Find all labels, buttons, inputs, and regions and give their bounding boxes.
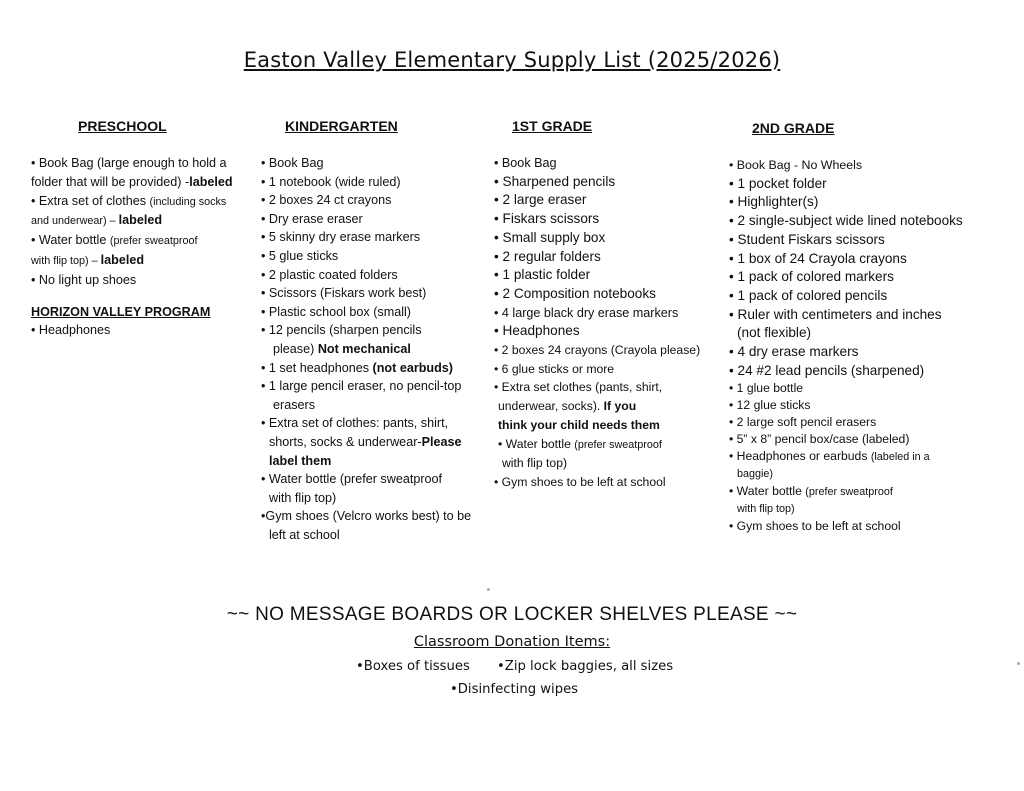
list-item: • 12 pencils (sharpen pencils (261, 323, 422, 338)
list-item: with flip top) (737, 503, 795, 516)
list-item: • Dry erase eraser (261, 211, 363, 226)
list-item: • 2 large soft pencil erasers (729, 415, 877, 430)
list-item: label them (269, 453, 332, 468)
first-grade-list (494, 154, 700, 492)
list-item: • 12 glue sticks (729, 398, 811, 413)
list-item: underwear, socks). If you (498, 399, 637, 414)
list-item: • Book Bag (261, 156, 324, 170)
list-item: • Gym shoes to be left at school (729, 519, 901, 534)
donation-item-wipes: •Disinfecting wipes (450, 682, 579, 697)
donation-item-baggies: •Zip lock baggies, all sizes (497, 659, 674, 674)
list-item: • Extra set of clothes: pants, shirt, (261, 416, 449, 431)
kindergarten-list (261, 154, 471, 544)
list-item: with flip top) – labeled (31, 252, 145, 267)
list-item: • Water bottle (prefer sweatproof (261, 472, 443, 487)
list-item: • Headphones or earbuds (labeled in a (729, 449, 930, 464)
list-item: • 1 set headphones (not earbuds) (261, 360, 454, 375)
list-item: • Book Bag (large enough to hold a (31, 156, 227, 170)
list-item: • 24 #2 lead pencils (sharpened) (729, 362, 925, 378)
list-item: • 5 glue sticks (261, 248, 339, 263)
list-item: • 1 notebook (wide ruled) (261, 174, 401, 189)
list-item: • Plastic school box (small) (261, 304, 411, 319)
horizon-valley-list (31, 323, 110, 337)
list-item: • 1 large pencil eraser, no pencil-top (261, 379, 462, 394)
list-item: • 2 plastic coated folders (261, 267, 398, 282)
list-item: please) Not mechanical (273, 341, 411, 356)
list-item: • No light up shoes (31, 272, 137, 287)
horizon-valley-program-heading: HORIZON VALLEY PROGRAM (31, 305, 211, 319)
second-grade-list (729, 156, 963, 535)
list-item: • Book Bag - No Wheels (729, 158, 863, 172)
list-item: • Sharpened pencils (494, 173, 616, 189)
list-item: with flip top) (269, 490, 337, 505)
kindergarten-heading: KINDERGARTEN (285, 118, 398, 134)
list-item: • 2 large eraser (494, 192, 587, 208)
donation-item-tissues: •Boxes of tissues (356, 659, 470, 674)
list-item: think your child needs them (498, 417, 660, 432)
list-item: • 2 regular folders (494, 248, 601, 264)
list-item: shorts, socks & underwear-Please (269, 434, 462, 449)
list-item: • Extra set of clothes (including socks (31, 193, 227, 208)
list-item: •Gym shoes (Velcro works best) to be (261, 509, 472, 524)
list-item: left at school (269, 527, 340, 542)
list-item: • 5 skinny dry erase markers (261, 230, 421, 245)
list-item: • Student Fiskars scissors (729, 231, 885, 247)
list-item: • Fiskars scissors (494, 211, 600, 227)
no-message-boards-banner: ~~ NO MESSAGE BOARDS OR LOCKER SHELVES PLEASE ~~ (226, 604, 798, 625)
list-item: • 1 pack of colored markers (729, 269, 894, 285)
scan-speck (487, 588, 490, 591)
list-item: • 1 pack of colored pencils (729, 287, 888, 303)
list-item: • Extra set clothes (pants, shirt, (494, 380, 663, 395)
list-item: • 1 box of 24 Crayola crayons (729, 250, 907, 266)
list-item: • Water bottle (prefer sweatproof (498, 436, 662, 451)
list-item: • 5” x 8” pencil box/case (labeled) (729, 432, 910, 447)
list-item: • Highlighter(s) (729, 194, 819, 210)
list-item: • Gym shoes to be left at school (494, 474, 666, 489)
list-item: • 6 glue sticks or more (494, 361, 615, 376)
first-grade-heading: 1ST GRADE (512, 118, 593, 134)
list-item: • 4 large black dry erase markers (494, 305, 679, 320)
list-item: • Headphones (31, 323, 111, 337)
donation-heading: Classroom Donation Items: (413, 634, 611, 650)
list-item: • Ruler with centimeters and inches (729, 306, 942, 322)
list-item: • Scissors (Fiskars work best) (261, 286, 427, 301)
list-item: • 2 boxes 24 ct crayons (261, 193, 392, 208)
list-item: • Headphones (494, 323, 580, 339)
preschool-list (31, 154, 233, 290)
list-item: (not flexible) (737, 325, 812, 341)
list-item: folder that will be provided) -labeled (31, 174, 233, 189)
list-item: • 1 pocket folder (729, 175, 827, 191)
list-item: • Book Bag (494, 156, 557, 170)
list-item: and underwear) – labeled (31, 213, 163, 228)
list-item: erasers (273, 397, 315, 412)
list-item: • 2 single-subject wide lined notebooks (729, 213, 963, 229)
second-grade-heading: 2ND GRADE (752, 120, 835, 136)
page-title: Easton Valley Elementary Supply List (2025/2026) (243, 48, 781, 72)
list-item: with flip top) (502, 456, 568, 471)
list-item: • 1 plastic folder (494, 267, 591, 283)
list-item: • 2 Composition notebooks (494, 285, 656, 301)
list-item: • Water bottle (prefer sweatproof (729, 484, 893, 499)
preschool-heading: PRESCHOOL (78, 118, 167, 134)
list-item: • 4 dry erase markers (729, 344, 859, 360)
list-item: • 2 boxes 24 crayons (Crayola please) (494, 343, 701, 358)
list-item: baggie) (737, 468, 774, 481)
scan-speck (1017, 662, 1020, 665)
list-item: • Water bottle (prefer sweatproof (31, 233, 198, 248)
list-item: • Small supply box (494, 229, 606, 245)
list-item: • 1 glue bottle (729, 381, 804, 396)
